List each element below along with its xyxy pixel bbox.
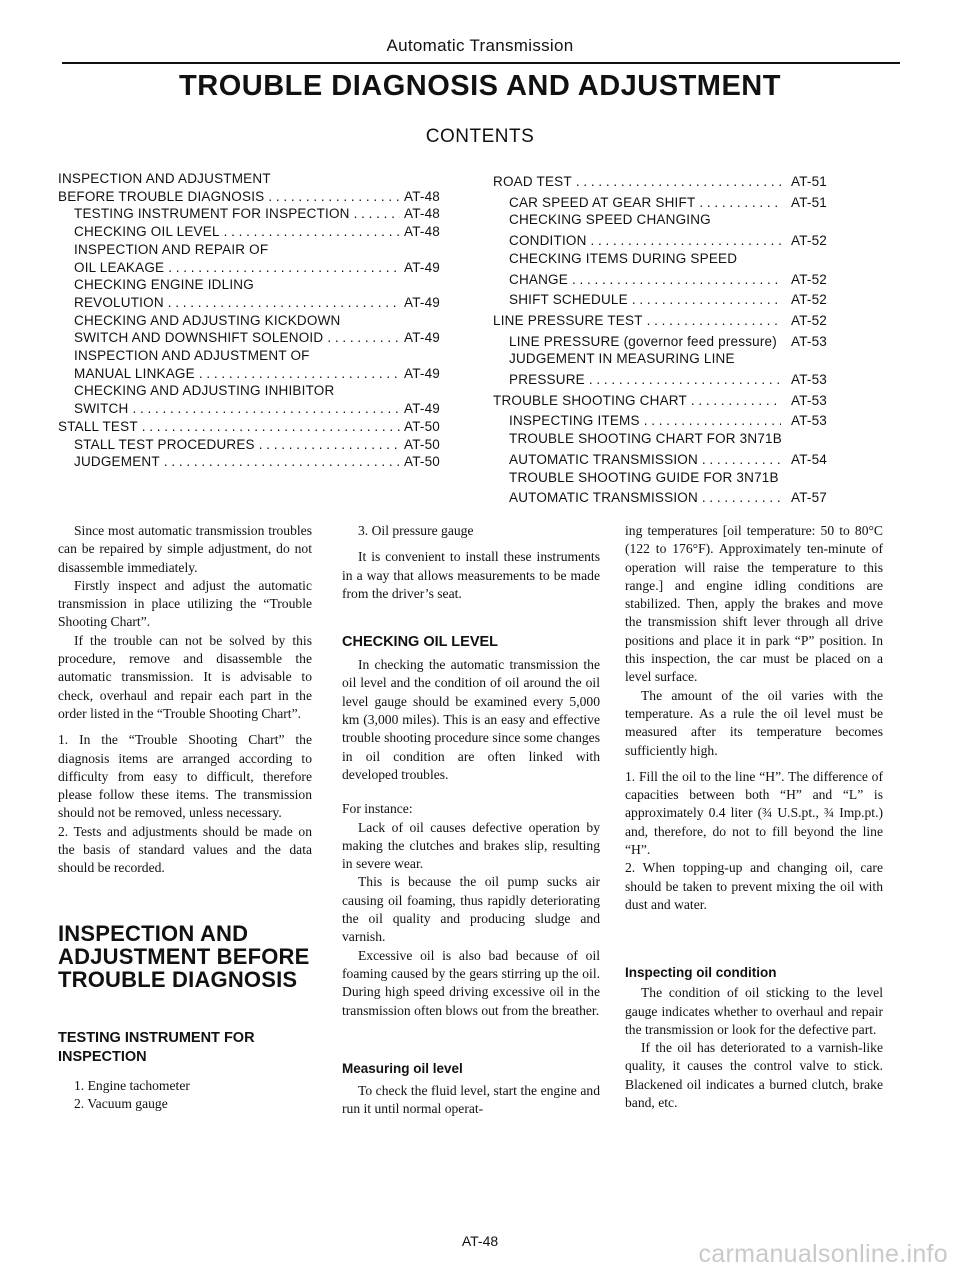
section-heading: INSPECTION AND ADJUSTMENT BEFORE TROUBLE DIAGNOSIS — [58, 920, 310, 992]
toc-entry-title: LINE PRESSURE (governor feed pressure) — [509, 333, 777, 349]
toc-entry-title: TROUBLE SHOOTING CHART — [493, 392, 687, 408]
toc-entry-title: SWITCH AND DOWNSHIFT SOLENOID — [74, 330, 324, 346]
paragraph: For instance: — [342, 801, 413, 817]
toc-leader-dots — [168, 259, 400, 277]
toc-entry-page: AT-49 — [404, 365, 441, 381]
toc-entry-title: CHECKING AND ADJUSTING INHIBITOR — [74, 383, 335, 399]
paragraph: Firstly inspect and adjust the automatic transmission in place utilizing the “Trouble Shooting Chart”. — [58, 577, 312, 630]
subsection-heading: TESTING INSTRUMENT FOR INSPECTION — [58, 1029, 255, 1065]
toc-entry — [58, 436, 448, 454]
toc-entry-title: INSPECTION AND REPAIR OF — [74, 241, 269, 257]
body-column-2 — [342, 522, 600, 1118]
toc-leader-dots — [591, 232, 781, 250]
toc-entry-title: LINE PRESSURE TEST — [493, 312, 643, 328]
toc-entry-title: CHECKING OIL LEVEL — [74, 224, 220, 240]
numbered-item: 2. When topping-up and changing oil, care should be taken to prevent mixing the oil with dust and water. — [625, 860, 883, 912]
toc-entry-title: PRESSURE — [509, 372, 585, 388]
toc-leader-dots — [589, 371, 781, 389]
toc-entry-page: AT-57 — [791, 490, 828, 506]
toc-entry-title: CHANGE — [509, 271, 568, 287]
toc-left-column — [58, 170, 448, 471]
toc-entry-page: AT-49 — [404, 330, 441, 346]
toc-right-column — [493, 170, 833, 507]
toc-entry-page: AT-52 — [791, 271, 828, 287]
toc-entry — [493, 469, 833, 487]
toc-entry-title: ROAD TEST — [493, 174, 572, 189]
numbered-item: 1. In the “Trouble Shooting Chart” the diagnosis items are arranged according to difficulty from easy to difficult, therefore please follow these items. The transmission should not be removed, unless necessary. — [58, 732, 312, 821]
toc-entry-title: INSPECTION AND ADJUSTMENT OF — [74, 348, 310, 364]
toc-entry — [493, 350, 833, 368]
paragraph: The condition of oil sticking to the level gauge indicates whether to overhaul and repair the transmission or look for the defective part. — [625, 985, 883, 1037]
toc-entry-title: INSPECTION AND ADJUSTMENT — [58, 171, 271, 186]
toc-leader-dots — [354, 205, 400, 223]
toc-entry-page: AT-48 — [404, 206, 441, 222]
paragraph: Excessive oil is also bad because of oil foaming caused by the gears stirring up the oil. During high speed driving excessive oil in the transmission often blows out from the breather. — [342, 947, 600, 1018]
toc-entry — [493, 333, 833, 351]
paragraph: In checking the automatic transmission the oil level and the condition of oil around the oil level gauge should be examined every 5,000 km (3,000 miles). This is an easy and effective trouble shooting procedure since some changes in oil condition are often linked with developed troubles. — [342, 657, 600, 782]
toc-leader-dots — [268, 188, 400, 206]
toc-leader-dots — [164, 453, 400, 471]
toc-entry-title: CHECKING SPEED CHANGING — [509, 212, 711, 228]
toc-entry-page: AT-48 — [404, 224, 441, 240]
toc-entry-page: AT-52 — [791, 312, 828, 328]
toc-entry-page: AT-49 — [404, 294, 441, 310]
toc-entry — [58, 312, 448, 330]
page-title: TROUBLE DIAGNOSIS AND ADJUSTMENT — [179, 70, 781, 102]
toc-entry — [493, 430, 833, 448]
toc-entry-page: AT-49 — [404, 259, 441, 275]
toc-entry-page: AT-53 — [791, 392, 828, 408]
toc-entry — [493, 211, 833, 229]
toc-entry — [58, 188, 448, 206]
toc-entry — [58, 418, 448, 436]
toc-leader-dots — [702, 451, 781, 469]
toc-entry — [58, 365, 448, 383]
toc-entry-title: AUTOMATIC TRANSMISSION — [509, 490, 698, 506]
minor-heading: Inspecting oil condition — [625, 965, 777, 981]
toc-entry — [58, 259, 448, 277]
watermark: carmanualsonline.info — [698, 1240, 948, 1268]
list-item: 3. Oil pressure gauge — [358, 523, 474, 538]
toc-entry-title: STALL TEST PROCEDURES — [74, 436, 255, 452]
body-column-3 — [625, 522, 883, 1112]
toc-leader-dots — [702, 489, 781, 507]
toc-entry — [493, 489, 833, 507]
toc-entry — [493, 194, 833, 212]
toc-leader-dots — [699, 194, 781, 212]
toc-entry — [493, 232, 833, 250]
toc-leader-dots — [142, 418, 400, 436]
minor-heading: Measuring oil level — [342, 1060, 463, 1076]
toc-entry — [493, 312, 833, 330]
toc-entry — [493, 250, 833, 268]
toc-entry-title: JUDGEMENT — [74, 454, 160, 470]
toc-entry-title: CHECKING AND ADJUSTING KICKDOWN — [74, 312, 341, 328]
toc-entry-title: CHECKING ENGINE IDLING — [74, 277, 254, 293]
toc-entry — [58, 453, 448, 471]
toc-entry-page: AT-50 — [404, 418, 441, 434]
toc-leader-dots — [224, 223, 400, 241]
paragraph: Since most automatic transmission troubles can be repaired by simple adjustment, do not disassemble immediately. — [58, 523, 312, 575]
paragraph: Lack of oil causes defective operation by making the clutches and brakes slip, resulting in severe wear. — [342, 819, 600, 872]
toc-entry-title: TROUBLE SHOOTING GUIDE FOR 3N71B — [509, 469, 779, 485]
contents-heading: CONTENTS — [425, 126, 535, 147]
toc-entry-title: MANUAL LINKAGE — [74, 365, 195, 381]
paragraph: It is convenient to install these instruments in a way that allows measurements to be made from the driver’s seat. — [342, 549, 600, 601]
list-item: 2. Vacuum gauge — [74, 1095, 168, 1111]
toc-entry — [58, 329, 448, 347]
toc-entry-title: CHECKING ITEMS DURING SPEED — [509, 250, 738, 266]
toc-entry-title: BEFORE TROUBLE DIAGNOSIS — [58, 188, 265, 204]
numbered-item: 1. Fill the oil to the line “H”. The difference of capacities between both “H” and “L” is approximately 0.4 liter (¾ U.S.pt., ¾ Imp.pt.) and, therefore, do not to fill beyond the line “H”. — [625, 768, 883, 858]
toc-leader-dots — [644, 412, 781, 430]
toc-entry-title: OIL LEAKAGE — [74, 259, 165, 275]
toc-entry-page: AT-53 — [791, 413, 828, 429]
toc-leader-dots — [647, 312, 781, 330]
toc-entry-page: AT-53 — [791, 333, 828, 349]
toc-entry-page: AT-52 — [791, 233, 828, 249]
toc-entry — [58, 205, 448, 223]
toc-entry-page: AT-52 — [791, 292, 828, 308]
toc-entry — [58, 276, 448, 294]
paragraph: If the trouble can not be solved by this procedure, remove and disassemble the automatic transmission. It is advisable to check, overhaul and repair each part in the order listed in the “Trouble Shooting Chart”. — [58, 632, 312, 721]
toc-entry — [58, 382, 448, 400]
page-number: AT-48 — [461, 1233, 499, 1249]
toc-entry — [58, 294, 448, 312]
toc-entry-title: CAR SPEED AT GEAR SHIFT — [509, 194, 696, 210]
toc-entry-title: TROUBLE SHOOTING CHART FOR 3N71B — [509, 431, 782, 447]
toc-entry-page: AT-51 — [791, 174, 828, 189]
toc-entry — [58, 223, 448, 241]
header-rule — [62, 62, 900, 64]
toc-entry-title: SHIFT SCHEDULE — [509, 292, 628, 308]
toc-entry-page: AT-50 — [404, 454, 441, 470]
toc-leader-dots — [576, 173, 781, 191]
toc-entry-page: AT-50 — [404, 436, 441, 452]
toc-entry — [58, 170, 448, 188]
toc-entry-page: AT-49 — [404, 401, 441, 417]
body-column-1 — [58, 522, 312, 1113]
toc-entry-page: AT-51 — [791, 194, 828, 210]
toc-leader-dots — [168, 294, 400, 312]
toc-leader-dots — [632, 291, 781, 309]
toc-entry — [493, 173, 833, 191]
toc-entry — [58, 347, 448, 365]
paragraph: To check the fluid level, start the engine and run it until normal operat- — [342, 1082, 600, 1117]
paragraph: If the oil has deteriorated to a varnish-like quality, it causes the control valve to stick. Blackened oil indicates a burned clutch, brake band, etc. — [625, 1040, 883, 1111]
toc-entry-page: AT-54 — [791, 451, 828, 467]
toc-entry-title: SWITCH — [74, 401, 129, 417]
paragraph: The amount of the oil varies with the temperature. As a rule the oil level must be measured after its temperature becomes sufficiently high. — [625, 687, 883, 758]
toc-entry-page: AT-53 — [791, 372, 828, 388]
numbered-item: 2. Tests and adjustments should be made on the basis of standard values and the data should be recorded. — [58, 823, 312, 876]
toc-entry — [493, 451, 833, 469]
toc-entry-title: CONDITION — [509, 233, 587, 249]
toc-entry — [493, 291, 833, 309]
toc-entry — [58, 241, 448, 259]
toc-entry — [493, 371, 833, 389]
paragraph: This is because the oil pump sucks air causing oil foaming, thus rapidly deteriorating the oil quality and producing sludge and varnish. — [342, 874, 600, 945]
toc-leader-dots — [691, 392, 781, 410]
toc-leader-dots — [259, 436, 400, 454]
toc-entry — [493, 271, 833, 289]
toc-entry-title: JUDGEMENT IN MEASURING LINE — [509, 351, 735, 367]
toc-entry-page: AT-48 — [404, 188, 441, 204]
toc-leader-dots — [327, 329, 400, 347]
paragraph: ing temperatures [oil temperature: 50 to 80°C (122 to 176°F). Approximately ten-minute of operation will raise the temperature to this range.] and engine idling conditions are stabilized. Then, apply the brakes and move the transmission shift lever through all drive positions and place it in park “P” position. In this inspection, the car must be placed on a level surface. — [625, 523, 883, 685]
toc-entry — [493, 392, 833, 410]
toc-entry-title: INSPECTING ITEMS — [509, 413, 640, 429]
toc-leader-dots — [572, 271, 781, 289]
running-head: Automatic Transmission — [386, 36, 574, 55]
subsection-heading: CHECKING OIL LEVEL — [342, 634, 499, 651]
toc-entry-title: AUTOMATIC TRANSMISSION — [509, 451, 698, 467]
toc-leader-dots — [199, 365, 400, 383]
toc-entry-title: TESTING INSTRUMENT FOR INSPECTION — [74, 206, 350, 222]
list-item: 1. Engine tachometer — [74, 1077, 190, 1093]
toc-entry — [493, 412, 833, 430]
toc-entry-title: STALL TEST — [58, 418, 138, 434]
toc-entry-title: REVOLUTION — [74, 294, 164, 310]
toc-leader-dots — [132, 400, 400, 418]
toc-entry — [58, 400, 448, 418]
